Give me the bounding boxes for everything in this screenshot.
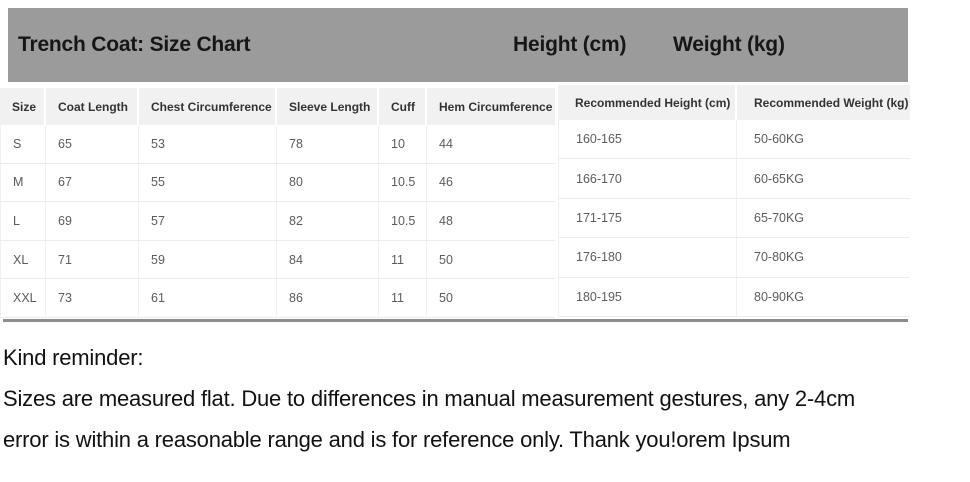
table-header-row [558,85,910,120]
table-cell: 78 [277,125,379,164]
table-cell: 80-90KG [737,278,910,317]
table-cell: 61 [139,279,277,318]
table-header-row [0,88,555,125]
table-row [558,199,910,238]
table-cell: 80 [277,164,379,203]
table-cell: 67 [46,164,139,203]
table-row-xl [0,241,555,280]
page-title: Trench Coat: Size Chart [18,33,251,56]
table-row-m [0,164,555,203]
table-cell: 171-175 [558,199,737,238]
table-cell: 82 [277,202,379,241]
column-header-coat-length: Coat Length [46,88,139,125]
table-cell: 50 [427,279,555,318]
table-cell: 71 [46,241,139,280]
table-row-l [0,202,555,241]
table-row [558,159,910,198]
table-cell: 65 [46,125,139,164]
reminder-line: Sizes are measured flat. Due to differences in manual measurement gestures, any 2-4cm [3,386,856,411]
reminder-line: error is within a reasonable range and is for reference only. Thank you!orem Ipsum [3,427,791,452]
table-cell: 84 [277,241,379,280]
column-header-chest: Chest Circumference [139,88,277,125]
garment-measurements-table [0,88,555,318]
table-cell: 59 [139,241,277,280]
table-row [558,278,910,317]
table-cell: M [0,164,46,203]
weight-unit-label: Weight (kg) [673,33,785,56]
table-row-s [0,125,555,164]
table-cell: 48 [427,202,555,241]
table-cell: 69 [46,202,139,241]
column-header-size: Size [0,88,46,125]
column-header-recommended-weight: Recommended Weight (kg) [737,85,910,120]
reminder-heading: Kind reminder: [3,345,144,370]
table-cell: 86 [277,279,379,318]
table-cell: 10.5 [379,164,427,203]
table-cell: 60-65KG [737,159,910,198]
table-cell: 65-70KG [737,199,910,238]
table-row [558,238,910,277]
column-header-hem: Hem Circumference [427,88,555,125]
table-cell: 11 [379,279,427,318]
table-cell: 57 [139,202,277,241]
table-cell: 160-165 [558,120,737,159]
table-cell: 46 [427,164,555,203]
table-cell: 10 [379,125,427,164]
table-cell: 176-180 [558,238,737,277]
table-cell: L [0,202,46,241]
table-cell: 73 [46,279,139,318]
table-cell: 50 [427,241,555,280]
table-cell: S [0,125,46,164]
column-header-cuff: Cuff [379,88,427,125]
column-header-sleeve: Sleeve Length [277,88,379,125]
table-cell: 53 [139,125,277,164]
table-cell: XL [0,241,46,280]
table-cell: 10.5 [379,202,427,241]
table-cell: 44 [427,125,555,164]
table-cell: 50-60KG [737,120,910,159]
table-cell: 166-170 [558,159,737,198]
recommended-fit-table [558,85,910,317]
table-row [558,120,910,159]
table-cell: 70-80KG [737,238,910,277]
table-cell: 55 [139,164,277,203]
kind-reminder-note [3,337,967,460]
table-cell: 180-195 [558,278,737,317]
table-bottom-rule [3,319,908,322]
table-cell: 11 [379,241,427,280]
header-banner [8,8,908,82]
table-cell: XXL [0,279,46,318]
height-unit-label: Height (cm) [513,33,627,56]
column-header-recommended-height: Recommended Height (cm) [558,85,737,120]
table-row-xxl [0,279,555,318]
